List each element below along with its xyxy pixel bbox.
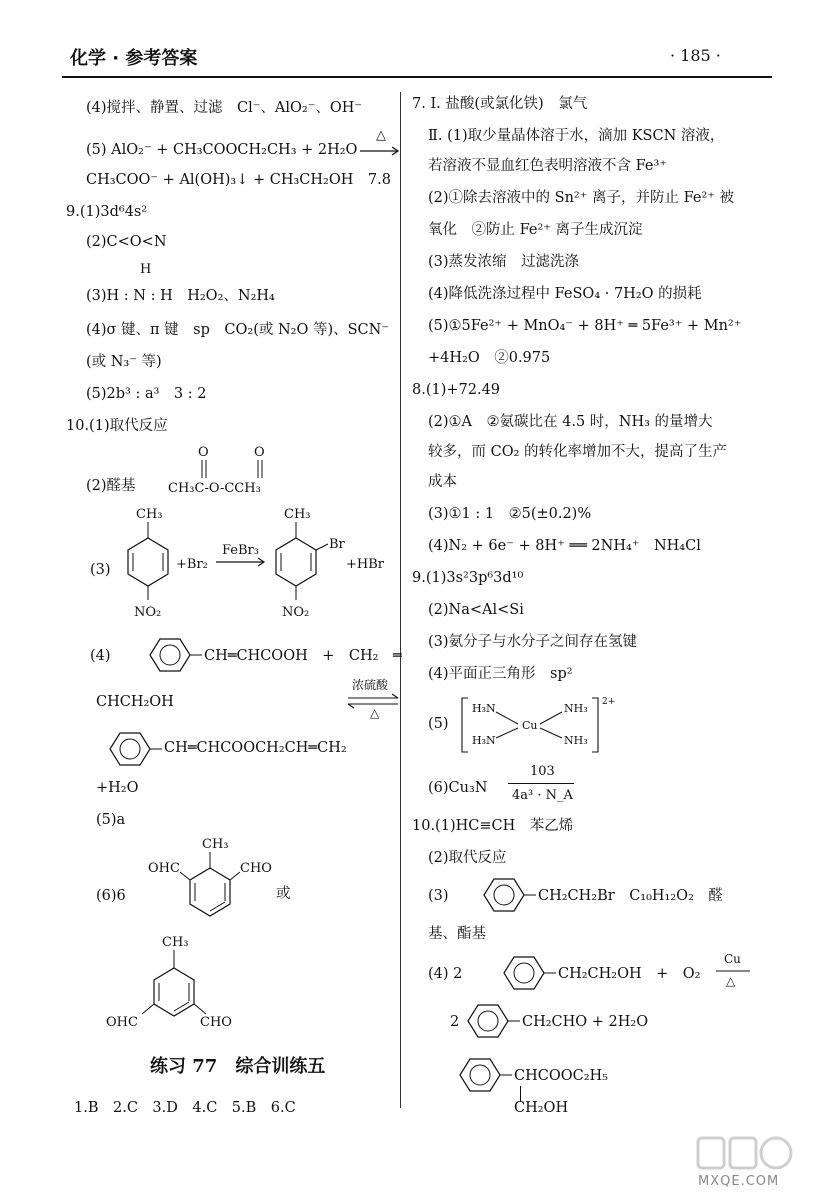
ch3-label: CH₃ (202, 837, 229, 852)
answer-10-1: 10.(1)取代反应 (66, 418, 168, 434)
answer-10-5: (5)a (96, 812, 126, 828)
benzene-ring-icon (450, 1054, 514, 1098)
answer-8-2-cont2: 成本 (428, 474, 457, 490)
header-rule (62, 76, 772, 78)
or-label: 或 (276, 886, 291, 902)
fraction-denominator: 4a³ · N_A (512, 788, 573, 803)
anhydride-formula: CH₃C-O-CCH₃ (168, 481, 261, 496)
answer-7-1: 7. Ⅰ. 盐酸(或氯化铁) 氯气 (412, 96, 588, 112)
answer-9-4-right: (4)平面正三角形 sp² (428, 666, 573, 682)
answer-7-2-5: (5)①5Fe²⁺ + MnO₄⁻ + 8H⁺ ═ 5Fe³⁺ + Mn²⁺ (428, 318, 742, 334)
answer-7-2-1-cont: 若溶液不显血红色表明溶液不含 Fe³⁺ (428, 158, 667, 174)
condition-heat: △ (370, 706, 380, 720)
section-title: 练习 77 综合训练五 (150, 1056, 326, 1077)
answer-9-4: (4)σ 键、π 键 sp CO₂(或 N₂O 等)、SCN⁻ (86, 322, 389, 338)
catalyst-label: FeBr₃ (222, 543, 259, 558)
br2-label: +Br₂ (176, 557, 208, 572)
watermark-text: MXQE.COM (698, 1174, 780, 1189)
condition-heat: △ (376, 128, 386, 143)
answer-7-2-3: (3)蒸发浓缩 过滤洗涤 (428, 254, 580, 270)
answer-7-2-2-cont: 氧化 ②防止 Fe²⁺ 离子生成沉淀 (428, 222, 643, 238)
header-title: 化学 · 参考答案 (70, 48, 198, 69)
reaction-arrow (358, 146, 402, 156)
br-label: Br (329, 537, 345, 552)
fraction-bar (508, 783, 574, 784)
svg-text:O: O (254, 445, 265, 460)
answer-10-3-right-cont: 基、酯基 (428, 926, 486, 942)
answer-7-2-5-cont: +4H₂O ②0.975 (428, 350, 551, 366)
water-product: +H₂O (96, 780, 139, 796)
answer-8-1: 8.(1)+72.49 (412, 382, 501, 398)
answer-7-2-4: (4)降低洗涤过程中 FeSO₄ · 7H₂O 的损耗 (428, 286, 702, 302)
answer-10-3-right: (3) (428, 888, 449, 904)
copper-ammine-complex (460, 694, 620, 756)
answer-7-2-1: Ⅱ. (1)取少量晶体溶于水，滴加 KSCN 溶液， (428, 128, 725, 144)
cho-label: CHO (200, 1015, 232, 1030)
condition-conc-h2so4: 浓硫酸 (352, 678, 389, 692)
bromination-reaction (112, 504, 404, 624)
benzene-ring-icon (458, 1000, 522, 1044)
phenylethyl-bromide-formula: CH₂CH₂Br C₁₀H₁₂O₂ 醛 (538, 888, 723, 904)
h3n-label: H₃N (472, 734, 496, 747)
answer-9-4-cont: (或 N₃⁻ 等) (86, 354, 162, 370)
phenylacetaldehyde-product: CH₂CHO + 2H₂O (522, 1014, 649, 1030)
answer-7-2-2: (2)①除去溶液中的 Sn²⁺ 离子，并防止 Fe²⁺ 被 (428, 190, 735, 206)
no2-label: NO₂ (282, 605, 310, 620)
ohc-label: OHC (106, 1015, 138, 1030)
cinnamic-acid-formula: CH═CHCOOH + CH₂ ═ (204, 648, 402, 664)
answer-8-4: (4)N₂ + 6e⁻ + 8H⁺ ══ 2NH₄⁺ NH₄Cl (428, 538, 701, 554)
h3n-label: H₃N (472, 702, 496, 715)
nh3-label: NH₃ (564, 702, 588, 715)
ohc-label: OHC (148, 861, 180, 876)
condition-cu: Cu (724, 952, 741, 966)
allyl-alcohol-formula: CHCH₂OH (96, 694, 174, 710)
ch3-label: CH₃ (136, 507, 163, 522)
no2-label: NO₂ (134, 605, 162, 620)
ester-formula: CHCOOC₂H₅ (514, 1068, 608, 1084)
answer-9-5: (5)2b³ : a³ 3 : 2 (86, 386, 207, 402)
answer-8-3: (3)①1 : 1 ②5(±0.2)% (428, 506, 592, 522)
answer-10-2: (2)醛基 (86, 478, 136, 494)
benzene-ring-icon (100, 728, 164, 772)
answer-10-4: (4) (90, 648, 111, 664)
multiple-choice-answers: 1.B 2.C 3.D 4.C 5.B 6.C (74, 1100, 296, 1116)
isomer-structure-1 (146, 834, 276, 930)
charge-label: 2+ (602, 697, 616, 707)
answer-left-4: (4)搅拌、静置、过滤 Cl⁻、AlO₂⁻、OH⁻ (86, 100, 363, 116)
isomer-structure-2 (102, 930, 252, 1034)
phenylethanol-oxidation: CH₂CH₂OH + O₂ (558, 966, 701, 982)
answer-left-5-products: CH₃COO⁻ + Al(OH)₃↓ + CH₃CH₂OH 7.8 (86, 172, 391, 188)
svg-text:O: O (198, 445, 209, 460)
answer-9-1: 9.(1)3d⁶4s² (66, 204, 148, 220)
answer-8-2: (2)①A ②氨碳比在 4.5 时，NH₃ 的量增大 (428, 414, 713, 430)
answer-9-3: (3)H : N : H H₂O₂、N₂H₄ (86, 288, 275, 304)
hydroxymethyl-group: CH₂OH (514, 1100, 569, 1116)
answer-9-5-right: (5) (428, 716, 449, 732)
benzene-ring-icon (494, 952, 558, 996)
condition-heat: △ (726, 974, 736, 988)
lewis-h-top: H (140, 262, 152, 277)
cho-label: CHO (240, 861, 272, 876)
answer-10-1-right: 10.(1)HC≡CH 苯乙烯 (412, 818, 574, 834)
fraction-numerator: 103 (530, 764, 555, 779)
cu-label: Cu (522, 719, 538, 732)
answer-10-2-right: (2)取代反应 (428, 850, 507, 866)
page-number: · 185 · (670, 46, 721, 65)
answer-9-2-right: (2)Na<Al<Si (428, 602, 524, 618)
answer-10-3: (3) (90, 562, 111, 578)
answer-9-2: (2)C<O<N (86, 234, 167, 250)
allyl-cinnamate-formula: CH═CHCOOCH₂CH═CH₂ (164, 740, 347, 756)
nh3-label: NH₃ (564, 734, 588, 747)
answer-10-6: (6)6 (96, 888, 126, 904)
benzene-ring-icon (140, 634, 204, 678)
answer-10-4-right: (4) 2 (428, 966, 463, 982)
ch3-label: CH₃ (284, 507, 311, 522)
answer-8-2-cont: 较多，而 CO₂ 的转化率增加不大，提高了生产 (428, 444, 728, 460)
answer-9-3-right: (3)氨分子与水分子之间存在氢键 (428, 634, 638, 650)
benzene-ring-icon (474, 874, 538, 918)
coefficient-2: 2 (450, 1014, 460, 1030)
answer-9-1-right: 9.(1)3s²3p⁶3d¹⁰ (412, 570, 524, 586)
answer-left-5: (5) AlO₂⁻ + CH₃COOCH₂CH₃ + 2H₂O (86, 142, 358, 158)
hbr-label: +HBr (346, 557, 384, 572)
acetic-anhydride-structure (168, 444, 298, 500)
ch3-label: CH₃ (162, 935, 189, 950)
answer-9-6-right: (6)Cu₃N (428, 780, 488, 796)
